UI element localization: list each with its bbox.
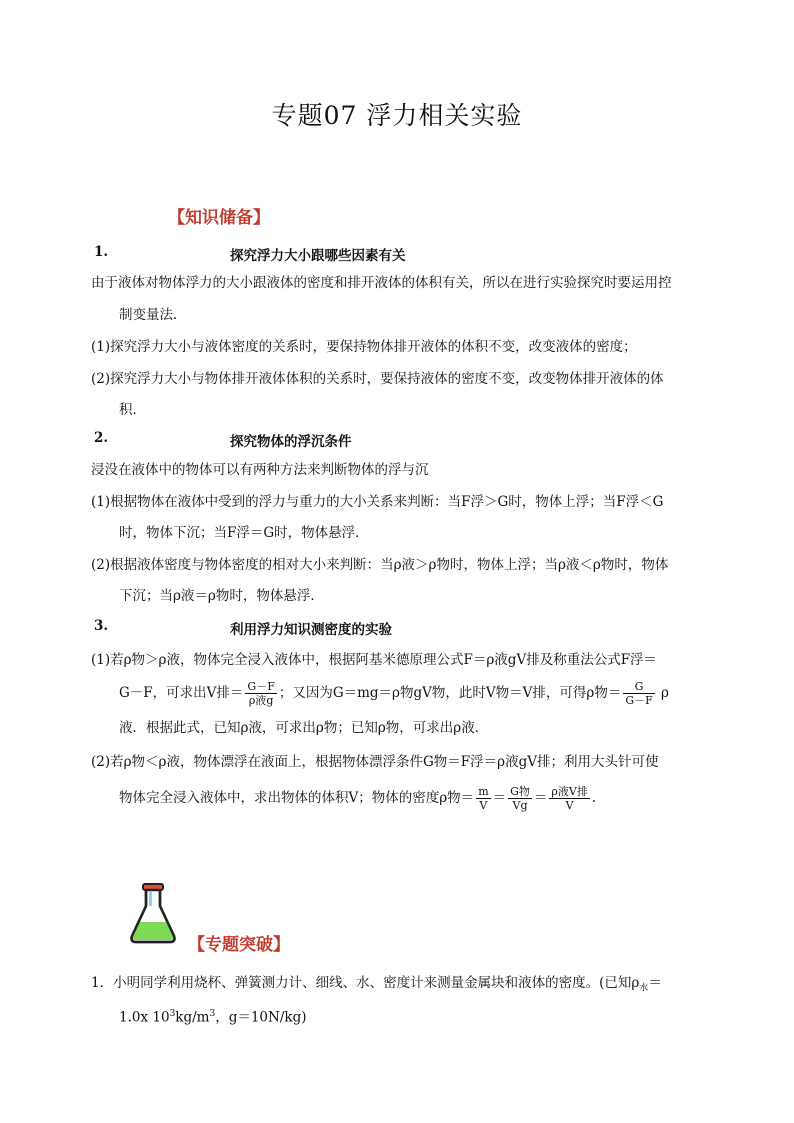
problem1-unit: kg/m [175,1009,210,1026]
item1-line1: 由于液体对物体浮力的大小跟液体的密度和排开液体的体积有关，所以在进行实验探究时要运用控 [91,275,672,291]
item2-line2: (1)根据物体在液体中受到的浮力与重力的大小关系来判断：当F浮＞G时，物体上浮；当F浮＜G [91,494,664,510]
item2-heading: 探究物体的浮沉条件 [230,434,352,450]
item3-line3: 液．根据此式，已知ρ液，可求出ρ物；已知ρ物，可求出ρ液． [119,720,489,736]
fraction-numerator: G－F [247,680,275,693]
fraction-numerator: ρ液V排 [551,785,588,798]
item1-heading: 探究浮力大小跟哪些因素有关 [230,248,406,264]
item3-line4: (2)若ρ物＜ρ液，物体漂浮在液面上，根据物体漂浮条件G物＝F浮＝ρ液gV排；利用大头针可使 [91,754,659,770]
equals-sign: ＝ [492,790,507,806]
exponent: 3 [169,1009,176,1019]
equals-sign: ＝ [533,790,548,806]
item1-line2: 制变量法． [119,307,187,323]
item2-line4: (2)根据液体密度与物体密度的相对大小来判断：当ρ液＞ρ物时，物体上浮；当ρ液＜ρ物时，物体 [91,557,669,573]
fraction-denominator: V [479,799,488,812]
item2-line1: 浸没在液体中的物体可以有两种方法来判断物体的浮与沉 [91,462,429,478]
item3-line5 [119,783,596,813]
fraction-denominator: ρ液g [248,694,274,707]
fraction-numerator: G物 [510,785,530,798]
period: . [591,790,597,806]
problem1-line2 [119,1004,306,1028]
item3-line1: (1)若ρ物＞ρ液，物体完全浸入液体中，根据阿基米德原理公式F＝ρ液gV排及称重法公式F浮＝ [91,652,658,668]
section-header-breakthrough: 【专题突破】 [188,935,290,955]
flask-icon [128,882,178,946]
fraction-numerator: G [623,680,654,694]
problem1-line1 [91,973,662,999]
item2-line5: 下沉；当ρ液＝ρ物时，物体悬浮． [119,588,324,604]
page-title: 专题07 浮力相关实验 [271,101,523,130]
fraction-m-over-v [476,785,490,812]
fraction-denominator: G－F [625,694,653,707]
item3-line2-text-b: ；又因为G＝mg＝ρ物gV物，此时V物＝V排，可得ρ物＝ [278,685,622,701]
item3-line2-text-c: ρ [661,685,669,701]
equals-sign: ＝ [648,975,662,991]
rho-subscript: 水 [639,983,649,994]
fraction-rho-object [623,680,654,707]
problem1-text: 1．小明同学利用烧杯、弹簧测力计、细线、水、密度计来测量金属块和液体的密度。(已知ρ [91,975,640,991]
item1-number: 1. [94,244,109,260]
item2-line3: 时，物体下沉；当F浮＝G时，物体悬浮． [119,525,369,541]
item1-line4: (2)探究浮力大小与物体排开液体体积的关系时，要保持液体的密度不变，改变物体排开液体的体 [91,371,664,387]
item3-heading: 利用浮力知识测密度的实验 [230,622,392,638]
item1-line5: 积． [119,402,146,418]
fraction-denominator: V [565,799,574,812]
item2-number: 2. [94,430,109,446]
item1-line3: (1)探究浮力大小与液体密度的关系时，要保持物体排开液体的体积不变，改变液体的密度； [91,339,637,355]
fraction-numerator: m [478,785,489,798]
item3-line2-text-a: G－F，可求出V排＝ [119,685,244,701]
section-header-knowledge: 【知识储备】 [168,208,270,228]
item3-line5-text: 物体完全浸入液体中，求出物体的体积V；物体的密度ρ物＝ [119,790,475,806]
fraction-rho-v-over-v [549,785,589,812]
fraction-v-displaced [245,680,276,707]
item3-line2 [119,678,669,708]
fraction-g-over-vg [508,785,532,812]
item3-number: 3. [94,618,109,634]
exponent: 3 [209,1009,216,1019]
problem1-gravity: ，g＝10N/kg) [215,1009,307,1026]
problem1-value: 1.0x 10 [119,1009,170,1026]
fraction-denominator: Vg [512,799,528,812]
